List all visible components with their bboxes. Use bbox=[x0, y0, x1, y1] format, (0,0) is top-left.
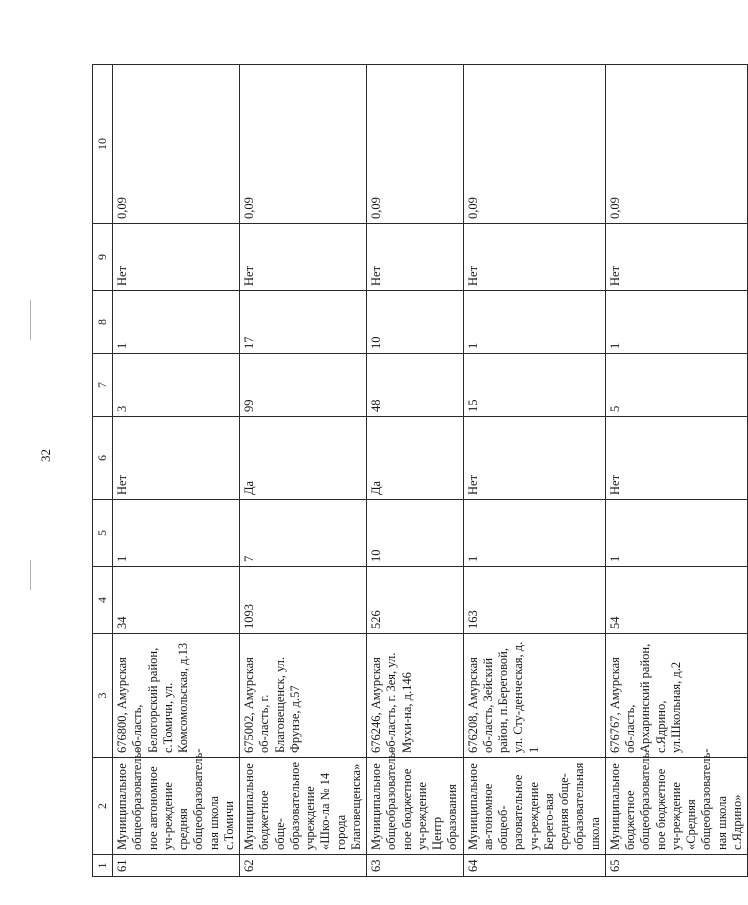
cell-col-6: Да bbox=[367, 417, 464, 500]
row-number: 64 bbox=[463, 855, 605, 877]
cell-col-5: 10 bbox=[367, 500, 464, 567]
cell-col-8: 1 bbox=[463, 291, 605, 354]
cell-col-7: 5 bbox=[605, 354, 747, 417]
cell-col-7: 3 bbox=[113, 354, 240, 417]
cell-col-8: 17 bbox=[240, 291, 367, 354]
cell-col-4: 526 bbox=[367, 567, 464, 634]
cell-col-10: 0,09 bbox=[240, 65, 367, 224]
scan-edge-mark bbox=[30, 560, 31, 590]
column-header: 9 bbox=[93, 224, 113, 291]
cell-col-4: 34 bbox=[113, 567, 240, 634]
institution-address: 676800, Амурская об-ласть, Белогорский район, с.Томичи, ул. Комсомольская, д.13 bbox=[113, 634, 240, 758]
cell-col-7: 48 bbox=[367, 354, 464, 417]
scan-edge-mark bbox=[30, 300, 31, 340]
institution-address: 676767, Амурская об-ласть, Архаринский район, с.Ядрино, ул.Школьная, д.2 bbox=[605, 634, 747, 758]
cell-col-5: 1 bbox=[605, 500, 747, 567]
institution-name: Муниципальное общеобразователь-ное автономное уч-реждение средняя общеобразователь-ная школа с.Томичи bbox=[113, 758, 240, 855]
cell-col-9: Нет bbox=[367, 224, 464, 291]
cell-col-8: 10 bbox=[367, 291, 464, 354]
cell-col-9: Нет bbox=[463, 224, 605, 291]
cell-col-6: Нет bbox=[463, 417, 605, 500]
column-header: 10 bbox=[93, 65, 113, 224]
column-header: 5 bbox=[93, 500, 113, 567]
table-row bbox=[240, 65, 367, 877]
rotated-table-container bbox=[92, 65, 744, 877]
cell-col-5: 1 bbox=[113, 500, 240, 567]
institution-name: Муниципальное бюджетное общеобразователь-ное бюджетное уч-реждение «Средняя общеобразователь-ная школа с.Ядрино» bbox=[605, 758, 747, 855]
cell-col-9: Нет bbox=[113, 224, 240, 291]
cell-col-8: 1 bbox=[113, 291, 240, 354]
table-row bbox=[367, 65, 464, 877]
page-number: 32 bbox=[38, 449, 53, 462]
institution-address: 676208, Амурская об-ласть, Зейский район, п.Береговой, ул. Сту-денческая, д. 1 bbox=[463, 634, 605, 758]
cell-col-9: Нет bbox=[240, 224, 367, 291]
table-row bbox=[463, 65, 605, 877]
cell-col-6: Да bbox=[240, 417, 367, 500]
column-header: 4 bbox=[93, 567, 113, 634]
cell-col-5: 7 bbox=[240, 500, 367, 567]
cell-col-9: Нет bbox=[605, 224, 747, 291]
cell-col-5: 1 bbox=[463, 500, 605, 567]
table-row bbox=[605, 65, 747, 877]
cell-col-10: 0,09 bbox=[605, 65, 747, 224]
column-header: 3 bbox=[93, 634, 113, 758]
cell-col-6: Нет bbox=[605, 417, 747, 500]
institution-name: Муниципальное общеобразователь-ное бюджетное уч-реждение Центр образования bbox=[367, 758, 464, 855]
cell-col-4: 163 bbox=[463, 567, 605, 634]
institution-name: Муниципальное бюджетное обще-образовательное учреждение «Шко-ла № 14 города Благовещенска» bbox=[240, 758, 367, 855]
cell-col-8: 1 bbox=[605, 291, 747, 354]
row-number: 63 bbox=[367, 855, 464, 877]
column-header: 6 bbox=[93, 417, 113, 500]
cell-col-10: 0,09 bbox=[367, 65, 464, 224]
institution-address: 675002, Амурская об-ласть, г. Благовещенск, ул. Фрунзе, д.57 bbox=[240, 634, 367, 758]
column-header: 8 bbox=[93, 291, 113, 354]
column-header: 7 bbox=[93, 354, 113, 417]
cell-col-7: 99 bbox=[240, 354, 367, 417]
row-number: 62 bbox=[240, 855, 367, 877]
row-number: 61 bbox=[113, 855, 240, 877]
table-header-row bbox=[93, 65, 113, 877]
row-number: 65 bbox=[605, 855, 747, 877]
cell-col-7: 15 bbox=[463, 354, 605, 417]
institution-name: Муниципальное ав-тономное общеоб-разовательное уч-реждение Берего-вая средняя обще-образовательная школа bbox=[463, 758, 605, 855]
cell-col-10: 0,09 bbox=[113, 65, 240, 224]
cell-col-10: 0,09 bbox=[463, 65, 605, 224]
table-row bbox=[113, 65, 240, 877]
institution-address: 676246, Амурская об-ласть, г. Зея, ул. Мухи-на, д.146 bbox=[367, 634, 464, 758]
schools-table bbox=[92, 64, 748, 877]
column-header: 2 bbox=[93, 758, 113, 855]
column-header: 1 bbox=[93, 855, 113, 877]
cell-col-4: 1093 bbox=[240, 567, 367, 634]
cell-col-4: 54 bbox=[605, 567, 747, 634]
cell-col-6: Нет bbox=[113, 417, 240, 500]
